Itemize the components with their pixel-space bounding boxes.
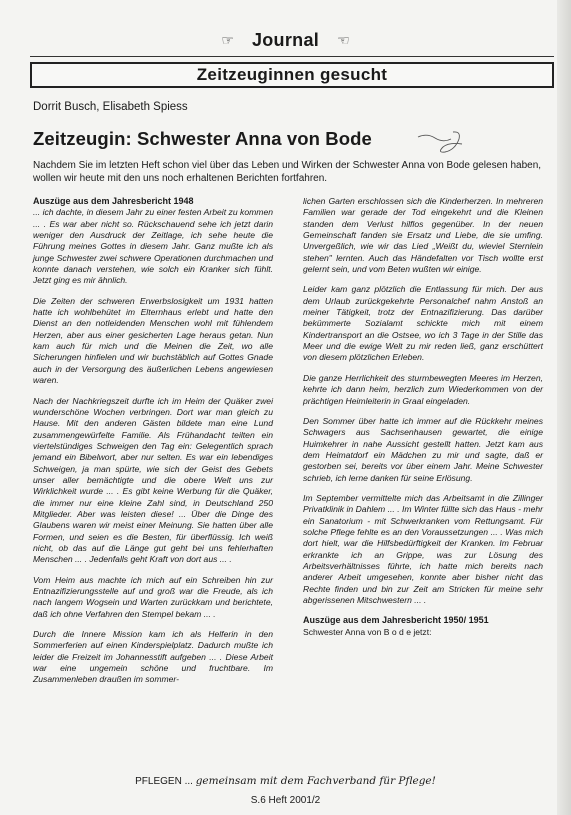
right-column xyxy=(303,196,543,647)
topic-banner xyxy=(30,62,554,88)
paragraph: Vom Heim aus machte ich mich auf ein Schreiben hin zur Entnazifizierungsstelle auf und groß war die Freude, als ich nach langem Wogsein und Warten zurückkam und berichtete, daß ich ohne Verfahren den Stempel bekam ... . xyxy=(33,574,273,619)
section-title: Journal xyxy=(251,30,320,50)
footer-slogan xyxy=(0,775,571,787)
paragraph: ... ich dachte, in diesem Jahr zu einer festen Arbeit zu kommen ... . Es war aber nicht so. Rückschauend sehe ich jetzt darin weniger den Ausdruck der Zeitlage, ich sehe heute die Führung meines Gottes in diesem Jahr. Ganz mußte ich als junge Schwester zwei schwere Operationen durchmachen und konnte danach verstehen, wie solch ein Kranker sich fühlt. Jetzt ging es mir ähnlich. xyxy=(33,207,273,286)
pointing-hand-left-icon: ☜ xyxy=(337,32,350,48)
authors-line: Dorrit Busch, Elisabeth Spiess xyxy=(33,101,188,113)
left-column-heading: Auszüge aus dem Jahresbericht 1948 xyxy=(33,196,194,206)
intro-text: Nachdem Sie im letzten Heft schon viel über das Leben und Wirken der Schwester Anna von Bode gelesen haben, wollen wir heute mit den uns noch erhaltenen Berichten fortfahren. xyxy=(33,160,542,185)
scan-edge xyxy=(557,0,571,815)
paragraph: Im September vermittelte mich das Arbeitsamt in die Zillinger Privatklinik in Dahlem ... . Im Winter füllte sich das Haus - mehr ein Sanatorium - mit Schwerkranken vom Rettungsamt. Für solche Pflege fehlte es an den Voraussetzungen ... . Was mich dort hielt, war die Hilfsbedürftigkeit der Kranken. Im Februar erkrankte ich an Grippe, was zur Lösung des Arbeitsverhältnisses führte, ich hatte mich bereits nach anderer Arbeit umgesehen, konnte aber bisher nicht das Rechte finden und bin zur Zeit am Stricken für meine sehr abgerissenen Mitschwestern ... . xyxy=(303,492,543,605)
paragraph: Den Sommer über hatte ich immer auf die Rückkehr meines Schwagers aus Sachsenhausen gewartet, die einige Huimkehrer in nahe Aussicht gestellt hatten. Jetzt kam aus dem Heimatdorf ein Mädchen zu mir und sagte, daß er gestorben sei, bereits vor über einem Jahr. Meine Schwester schrieb, ich lerne danken für seine Erlösung. xyxy=(303,415,543,483)
header-rule xyxy=(30,56,554,57)
masthead xyxy=(0,30,571,51)
paragraph: Die Zeiten der schweren Erwerbslosigkeit um 1931 hatten hatte ich wohlbehütet im Elternhaus erlebt und hatte den Dienst an den notleidenden Menschen wohl mit fühlendem Herzen, aber aus einer gesicherten Lage heraus getan. Nun kam auch für mich und die Meinen die Zeit, wo alle Sicherungen hinfielen und wir buchstäblich auf Gottes Gnade auch in der Versorgung des äußerlichen Lebens angewiesen waren. xyxy=(33,295,273,386)
footer-lead: PFLEGEN ... xyxy=(135,776,193,787)
pointing-hand-right-icon: ☞ xyxy=(221,32,234,48)
banner-title: Zeitzeuginnen gesucht xyxy=(196,65,388,84)
signoff-line: Schwester Anna von B o d e jetzt: xyxy=(303,626,432,637)
page-number: S.6 Heft 2001/2 xyxy=(250,795,321,806)
article-headline: Zeitzeugin: Schwester Anna von Bode xyxy=(33,128,372,149)
right-column-heading: Auszüge aus dem Jahresbericht 1950/ 1951 xyxy=(303,615,489,626)
handwritten-mark-icon xyxy=(415,128,470,156)
left-column xyxy=(33,196,273,695)
paragraph: Nach der Nachkriegszeit durfte ich im Heim der Quäker zwei wunderschöne Wochen verbringen. Dort war man gleich zu Hause. Mit den anderen Gästen bildete man eine Lund zusammengewürfelte Familie. Als Frühandacht teilten ein viertelstündiges Schweigen den Tag ein: Gelegentlich sprach jemand ein Bibelwort, aber nur selten. Es war ein lebendiges Schweigen, ja man spürte, wie sich der Geist des Gebets unser aller bemächtigte und die obere Welt uns zur Wirklichkeit wurde ... . Es gibt keine Werbung für die Quäker, die immer nur eine kleine Zahl sind, in Deutschland 250 Mitglieder. Aber was leisten diese! ... Über die Dinge des Glaubens waren wir meist einer Meinung. Sie hatten über alle Formen, und seien es die Besten, für überflüssig. Ich weiß nicht, ob das auf die Länge gut geht bei uns fehlerhaften Menschen ... . Jedenfalls geht Kraft von dort aus ... . xyxy=(33,395,273,565)
footer-handwritten: gemeinsam mit dem Fachverband für Pflege! xyxy=(195,775,436,787)
paragraph: Leider kam ganz plötzlich die Entlassung für mich. Der aus dem Urlaub zurückgekehrte Personalchef nahm Anstoß an meiner Tätigkeit, trotz der Entnazifizierung. Das darüber bekümmerte Sozialamt schickte mich mit einem Kindertransport an die Ostsee, wo ich 3 Tage in der Stille das Meer und die ewige Welt zu mir reden ließ, ganz erschüttert von diesem plötzlichen Erleben. xyxy=(303,284,543,363)
paragraph: Durch die Innere Mission kam ich als Helferin in den Sommerferien auf einen Kinderspielplatz. Dadurch mußte ich leider die Freizeit im Johannesstift aufgeben ... . Diese Arbeit war eine ungemein schöne und fruchtbare. Im Zusammenleben draußen im sommer- xyxy=(33,629,273,685)
paragraph: Die ganze Herrlichkeit des sturmbewegten Meeres im Herzen, kehrte ich dann heim, herzlich zum Wiederkommen von der prächtigen Heimleiterin in Graal eingeladen. xyxy=(303,372,543,406)
paragraph: lichen Garten erschlossen sich die Kinderherzen. In mehreren Familien war gerade der Tod eingekehrt und die Kleinen standen dem Verlust hilflos gegenüber. In der neuen Gemeinschaft fanden sie Ersatz und Liebe, die sie umfing. Unvergeßlich, wie wir das Lied „Weißt du, wieviel Sternlein stehen" lernten. Auch das Händefalten vor Tisch wollte erst gelernt sein, und vom Beten wußten wir einige. xyxy=(303,196,543,275)
